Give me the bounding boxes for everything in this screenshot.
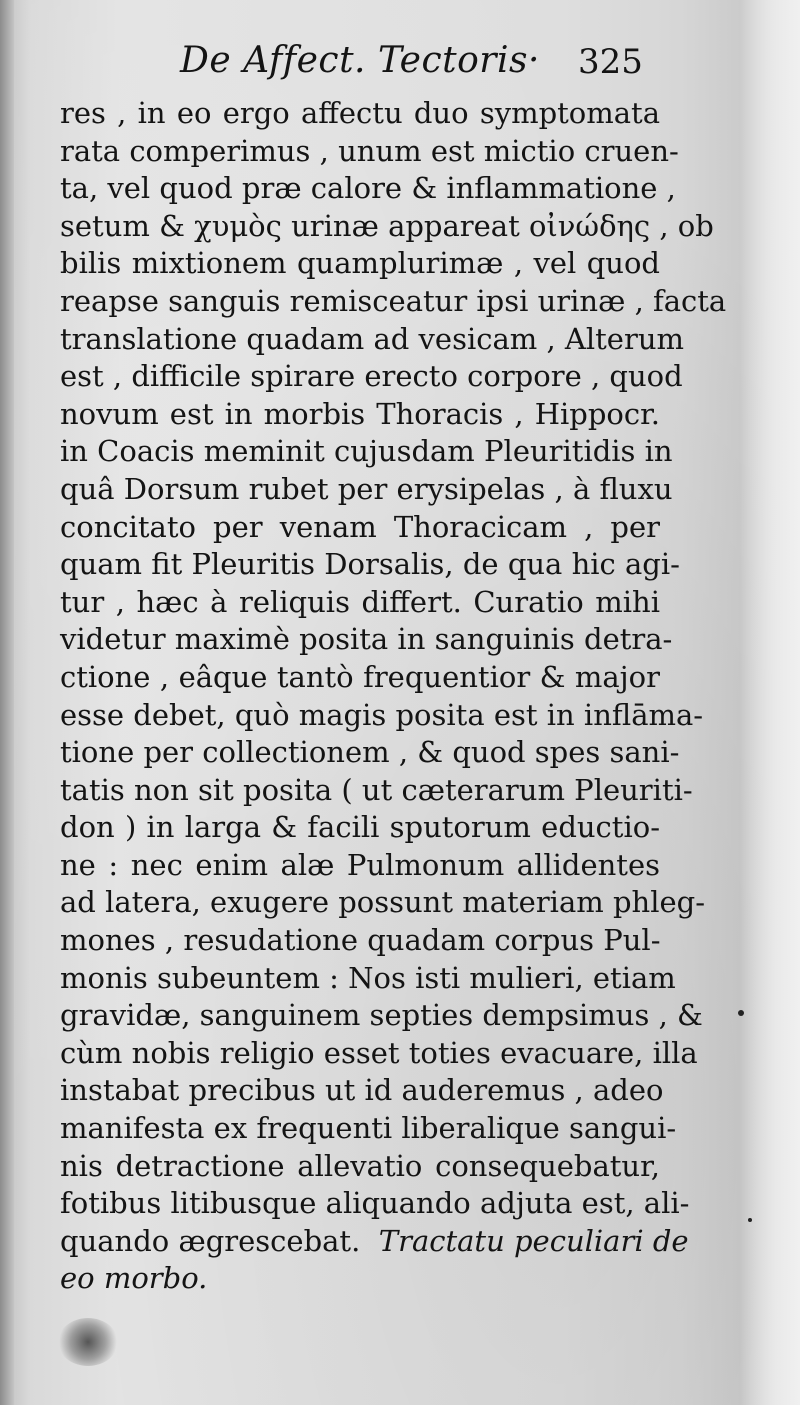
text-line: manifesta ex frequenti liberalique sangui- <box>60 1111 677 1146</box>
ink-speck <box>738 1010 744 1016</box>
text-line: gravidæ, sanguinem septies dempsimus , & <box>60 998 703 1033</box>
text-line: don ) in larga & facili sputorum eductio- <box>60 810 660 845</box>
page-gutter-shadow <box>0 0 14 1405</box>
text-line: fotibus litibusque aliquando adjuta est, ali- <box>60 1186 690 1221</box>
text-line: novum est in morbis Thoracis , Hippocr. <box>60 396 660 431</box>
text-line: translatione quadam ad vesicam , Alterum <box>60 321 685 356</box>
text-line: quam fit Pleuritis Dorsalis, de qua hic agi- <box>60 547 680 582</box>
text-line: ctione , eâque tantò frequentior & major <box>60 659 660 694</box>
text-line: quâ Dorsum rubet per erysipelas , à fluxu <box>60 471 673 506</box>
text-line: tione per collectionem , & quod spes sani- <box>60 735 680 770</box>
text-line: reapse sanguis remisceatur ipsi urinæ , facta <box>60 283 727 318</box>
text-line: concitato per venam Thoracicam , per <box>60 509 660 544</box>
page-edge-highlight <box>740 0 800 1405</box>
text-line: setum & χυμὸς urinæ appareat οἰνώδης , ob <box>60 208 714 243</box>
ink-speck <box>748 1218 752 1222</box>
text-line: tur , hæc à reliquis differt. Curatio mihi <box>60 584 660 619</box>
page-number: 325 <box>578 42 643 82</box>
text-line: cùm nobis religio esset toties evacuare, illa <box>60 1035 698 1070</box>
running-head: De Affect. Tectoris· <box>180 40 540 81</box>
closing-italic-end: eo morbo. <box>60 1261 208 1296</box>
text-line: instabat precibus ut id auderemus , adeo <box>60 1073 664 1108</box>
text-line: mones , resudatione quadam corpus Pul- <box>60 923 661 958</box>
text-line: est , difficile spirare erecto corpore , quod <box>60 359 683 394</box>
closing-italic: Tractatu peculiari de <box>378 1223 689 1258</box>
text-line: videtur maximè posita in sanguinis detra- <box>60 622 673 657</box>
text-line: bilis mixtionem quamplurimæ , vel quod <box>60 246 660 281</box>
ink-smudge <box>58 1318 118 1366</box>
text-line-roman: quando ægrescebat. <box>60 1223 361 1258</box>
text-line: ad latera, exugere possunt materiam phleg- <box>60 885 706 920</box>
body-text <box>60 95 727 1298</box>
text-line <box>60 1223 689 1261</box>
text-line: rata comperimus , unum est mictio cruen- <box>60 133 679 168</box>
text-line: in Coacis meminit cujusdam Pleuritidis in <box>60 434 673 469</box>
text-line: ne : nec enim alæ Pulmonum allidentes <box>60 847 660 882</box>
text-line: tatis non sit posita ( ut cæterarum Pleuriti- <box>60 772 693 807</box>
text-line: res , in eo ergo affectu duo symptomata <box>60 96 660 130</box>
text-line: esse debet, quò magis posita est in inflāma- <box>60 697 704 732</box>
text-line: nis detractione allevatio consequebatur, <box>60 1148 660 1183</box>
text-line: ta, vel quod præ calore & inflammatione , <box>60 171 676 206</box>
text-line: monis subeuntem : Nos isti mulieri, etiam <box>60 960 676 995</box>
